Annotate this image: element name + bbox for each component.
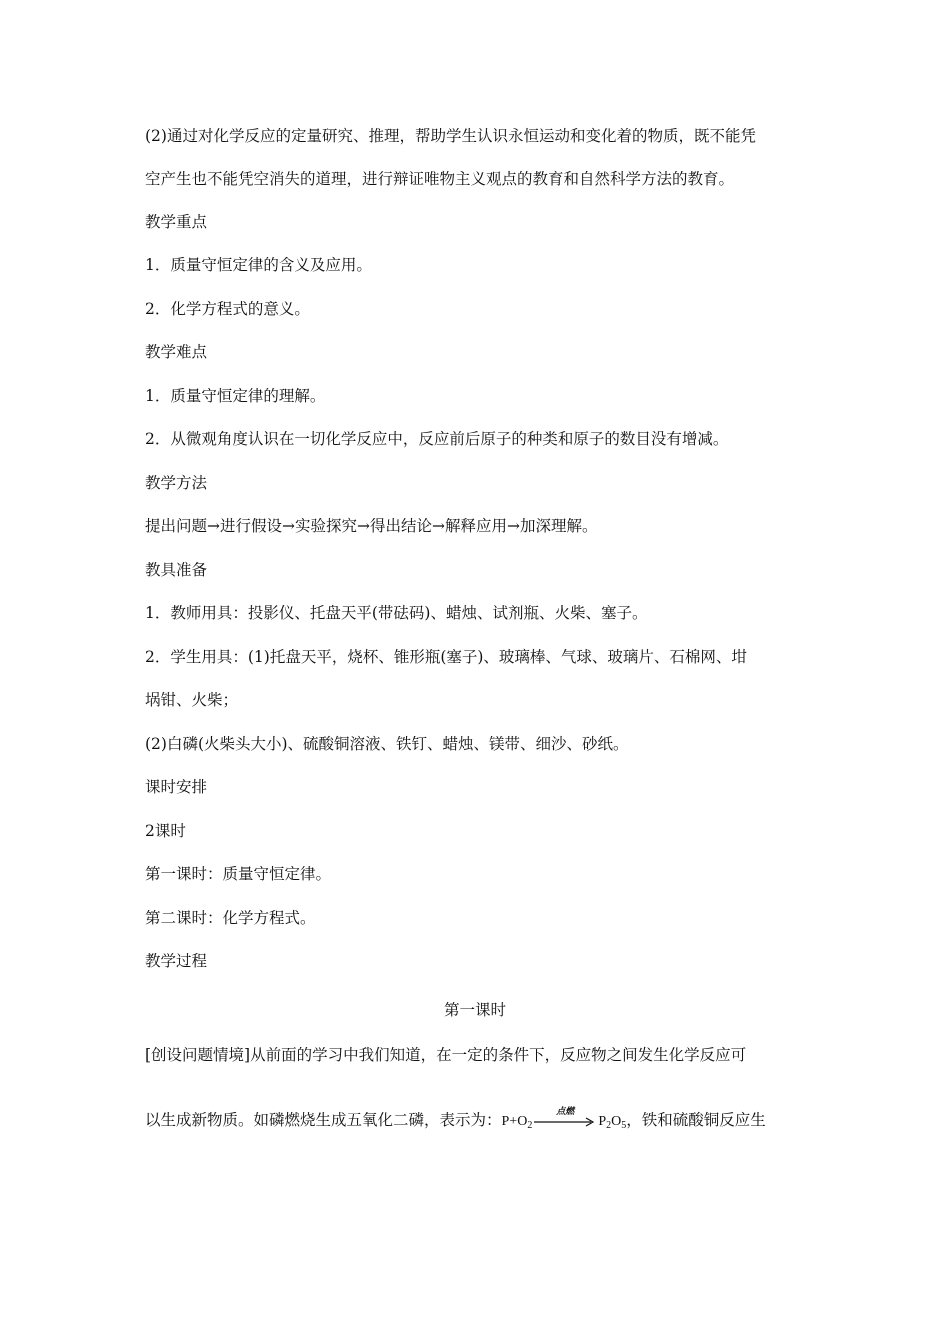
section-heading-schedule: 课时安排 <box>145 778 208 796</box>
section-heading-methods: 教学方法 <box>145 474 208 492</box>
line-6: 1．质量守恒定律的理解。 <box>145 387 326 405</box>
line-18: 第二课时：化学方程式。 <box>145 909 316 927</box>
section-heading-key-points: 教学重点 <box>145 213 208 231</box>
section-heading-equipment: 教具准备 <box>145 561 208 579</box>
center-heading: 第一课时 <box>443 1001 506 1019</box>
paragraph-line-2 <box>145 1105 766 1132</box>
paragraph-text-after: ，铁和硫酸铜反应生 <box>626 1111 766 1129</box>
arrow-condition: 点燃 <box>556 1105 575 1116</box>
line-1: 空产生也不能凭空消失的道理，进行辩证唯物主义观点的教育和自然科学方法的教育。 <box>145 170 735 188</box>
line-7: 2．从微观角度认识在一切化学反应中，反应前后原子的种类和原子的数目没有增减。 <box>145 430 729 448</box>
line-12: 2．学生用具：(1)托盘天平，烧杯、锥形瓶(塞子)、玻璃棒、气球、玻璃片、石棉网、坩 <box>145 648 747 666</box>
paragraph-line-1: [创设问题情境]从前面的学习中我们知道，在一定的条件下，反应物之间发生化学反应可 <box>145 1046 747 1064</box>
section-heading-difficulties: 教学难点 <box>145 343 208 361</box>
chemical-equation: $P+O_2$ 点燃 $P_2O_5$ <box>502 1114 627 1129</box>
line-14: (2)白磷(火柴头大小)、硫酸铜溶液、铁钉、蜡烛、镁带、细沙、砂纸。 <box>145 735 629 753</box>
line-17: 第一课时：质量守恒定律。 <box>145 865 332 883</box>
line-11: 1．教师用具：投影仪、托盘天平(带砝码)、蜡烛、试剂瓶、火柴、塞子。 <box>145 604 648 622</box>
section-heading-process: 教学过程 <box>145 952 208 970</box>
line-4: 2．化学方程式的意义。 <box>145 300 310 318</box>
line-3: 1．质量守恒定律的含义及应用。 <box>145 256 372 274</box>
line-13: 埚钳、火柴； <box>145 691 239 709</box>
line-9: 提出问题→进行假设→实验探究→得出结论→解释应用→加深理解。 <box>145 517 598 535</box>
paragraph-text-before: 以生成新物质。如磷燃烧生成五氧化二磷，表示为： <box>145 1111 502 1129</box>
line-0: (2)通过对化学反应的定量研究、推理，帮助学生认识永恒运动和变化着的物质，既不能凭 <box>145 127 756 145</box>
reaction-arrow <box>533 1105 597 1129</box>
line-16: 2课时 <box>145 822 186 840</box>
